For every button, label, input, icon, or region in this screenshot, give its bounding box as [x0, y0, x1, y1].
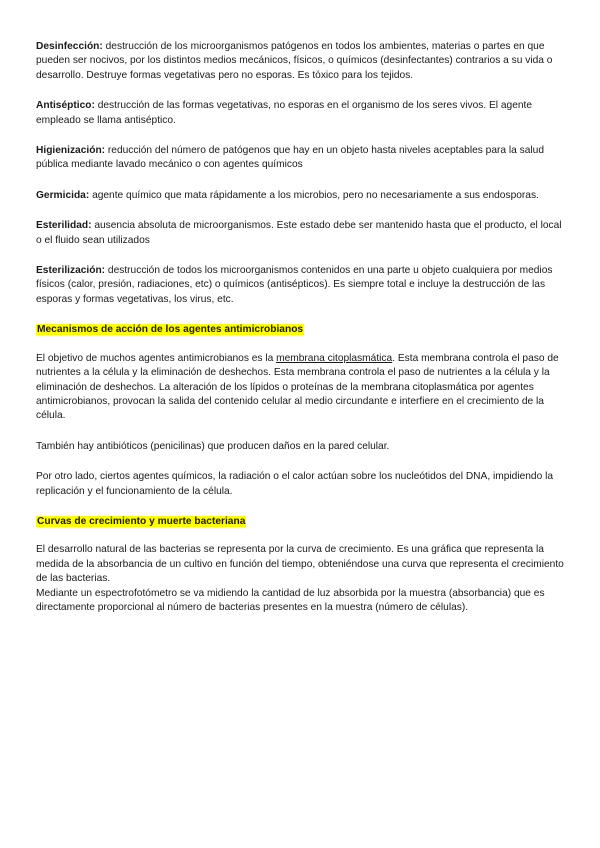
- paragraph-text: El objetivo de muchos agentes antimicrobianos es la: [36, 352, 277, 364]
- definition-text: ausencia absoluta de microorganismos. Este estado debe ser mantenido hasta que el producto, el local o el fluido sean utilizados: [36, 220, 562, 246]
- definition-esterilidad: [36, 219, 564, 248]
- membrana-citoplasmatica-link[interactable]: membrana citoplasmática: [276, 352, 393, 364]
- definition-term: Esterilización:: [36, 265, 106, 277]
- highlighted-heading: Mecanismos de acción de los agentes antimicrobianos: [37, 324, 304, 336]
- definition-term: Esterilidad:: [36, 220, 92, 232]
- section-heading-mecanismos: [36, 323, 564, 337]
- definition-term: Antiséptico:: [36, 100, 95, 112]
- definition-text: destrucción de todos los microorganismos contenidos en una parte u objeto cualquiera por medios físicos (calor, presión, radiaciones, etc) o químicos (antisépticos). Es siempre total e incluye la destrucción de las esporas y formas vegetativas, los virus, etc.: [36, 265, 553, 305]
- highlighted-heading: Curvas de crecimiento y muerte bacteriana: [37, 515, 246, 527]
- definition-higienizacion: [36, 144, 564, 173]
- definition-germicida: [36, 189, 564, 203]
- definition-antiseptico: [36, 99, 564, 128]
- definition-term: Higienización:: [36, 145, 106, 157]
- definition-esterilizacion: [36, 264, 564, 307]
- definition-text: agente químico que mata rápidamente a los microbios, pero no necesariamente a sus endosporas.: [89, 189, 539, 201]
- paragraph-membrana: [36, 352, 564, 424]
- definition-desinfeccion: [36, 40, 564, 83]
- section-heading-curvas: [36, 515, 564, 529]
- definition-term: Germicida:: [36, 189, 90, 201]
- paragraph-antibioticos: También hay antibióticos (penicilinas) que producen daños en la pared celular.: [36, 440, 390, 452]
- definition-text: destrucción de las formas vegetativas, no esporas en el organismo de los seres vivos. El agente empleado se llama antiséptico.: [36, 100, 533, 126]
- paragraph-curva-crecimiento: El desarrollo natural de las bacterias se representa por la curva de crecimiento. Es una gráfica que representa la medida de la absorbancia de un cultivo en función del tiempo, obteniéndose una curva que representa el crecimiento de las bacterias.: [36, 544, 564, 585]
- definition-term: Desinfección:: [36, 41, 103, 52]
- paragraph-dna: Por otro lado, ciertos agentes químicos, la radiación o el calor actúan sobre los nucleótidos del DNA, impidiendo la replicación y el funcionamiento de la célula.: [36, 471, 554, 497]
- paragraph-text: . Esta membrana controla el paso de nutrientes a la célula y la eliminación de deshechos. Esta membrana controla el paso de nutrientes a la célula y la eliminación de deshechos. La alteración de los lípidos o proteínas de la membrana citoplasmática por agentes antimicrobianos, provocan la salida del contenido celular al medio circundante e interfiere en el crecimiento de la célula.: [36, 352, 559, 422]
- definition-text: reducción del número de patógenos que hay en un objeto hasta niveles aceptables para la salud pública mediante lavado mecánico o con agentes químicos: [36, 145, 545, 171]
- definition-text: destrucción de los microorganismos patógenos en todos los ambientes, materias o partes en que pueden ser nocivos, por los distintos medios mecánicos, físicos, o químicos (desinfectantes) contrarios a su vida o desarrollo. Destruye formas vegetativas pero no esporas. Es tóxico para los tejidos.: [36, 41, 553, 81]
- paragraph-espectrofotometro: Mediante un espectrofotómetro se va midiendo la cantidad de luz absorbida por la muestra (absorbancia) que es directamente proporcional al número de bacterias presentes en la muestra (número de células).: [36, 587, 545, 613]
